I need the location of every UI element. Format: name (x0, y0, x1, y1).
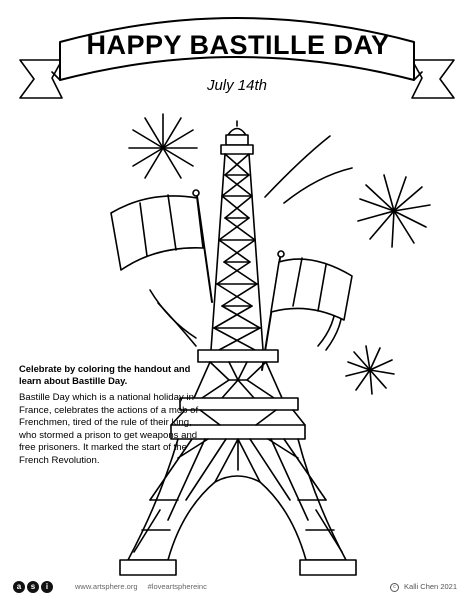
firework-right (358, 175, 430, 247)
logo-letter-a: a (13, 581, 25, 593)
footer (0, 578, 474, 602)
author-credit (390, 582, 457, 592)
website-link[interactable]: www.artsphere.org (75, 582, 138, 591)
hashtag: #loveartsphereinc (147, 582, 207, 591)
author-name: Kalli Chen (404, 582, 439, 591)
body-text: Bastille Day which is a national holiday in France, celebrates the actions of a mob of Frenchmen, tired of the rule of their king, who stormed a prison to get weapons and free prisoners. It marked the start of the French Revolution. (19, 392, 199, 466)
firework-left (129, 114, 197, 178)
banner-title: HAPPY BASTILLE DAY (86, 30, 390, 60)
eiffel-tower (120, 121, 356, 575)
event-date: July 14th (206, 77, 268, 94)
intro-text: Celebrate by coloring the handout and learn about Bastille Day. (19, 363, 191, 386)
firework-small (346, 346, 394, 394)
credit-year: 2021 (440, 582, 457, 591)
flag-left (111, 190, 212, 302)
artsphere-logo (13, 581, 53, 593)
logo-letter-i: i (41, 581, 53, 593)
logo-letter-s: s (27, 581, 39, 593)
copyright-icon: c (390, 583, 399, 592)
footer-links (75, 582, 215, 591)
